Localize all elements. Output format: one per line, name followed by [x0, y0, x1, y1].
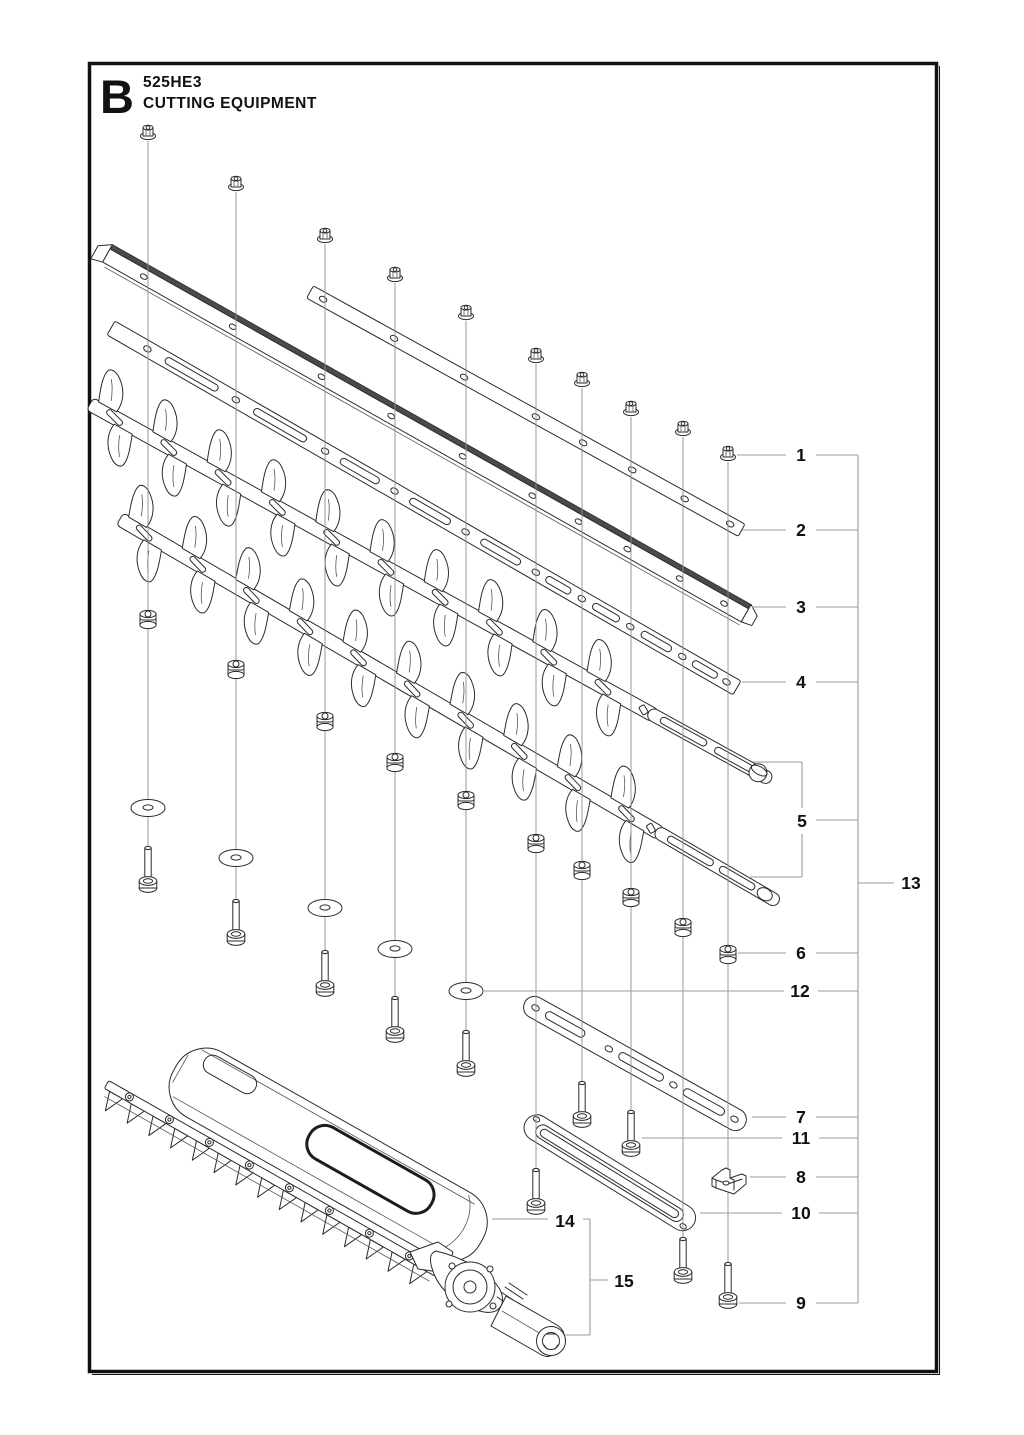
- part-wear-plate: [519, 1110, 700, 1236]
- callout-label-1: 1: [796, 445, 806, 465]
- callout-label-13: 13: [901, 873, 921, 893]
- part-gearbox: [410, 1242, 566, 1356]
- callout-label-4: 4: [796, 672, 806, 692]
- callout-label-10: 10: [791, 1203, 811, 1223]
- callout-label-9: 9: [796, 1293, 806, 1313]
- part-slotted-bar: [107, 321, 741, 695]
- callout-label-5: 5: [797, 811, 807, 831]
- part-blade-lower: [99, 484, 799, 938]
- part-washers: [131, 800, 483, 1000]
- section-letter: B: [100, 70, 134, 123]
- callout-label-12: 12: [790, 981, 810, 1001]
- part-support-plate: [520, 992, 751, 1134]
- part-spacer-nuts: [140, 610, 736, 963]
- callout-label-14: 14: [555, 1211, 575, 1231]
- callout-label-2: 2: [796, 520, 806, 540]
- callout-label-6: 6: [796, 943, 806, 963]
- callout-label-8: 8: [796, 1167, 806, 1187]
- part-clip: [712, 1168, 746, 1194]
- callout-label-11: 11: [791, 1128, 811, 1148]
- callout-label-3: 3: [796, 597, 806, 617]
- part-transport-guard: [157, 1036, 500, 1274]
- callout-label-7: 7: [796, 1107, 806, 1127]
- callout-label-15: 15: [614, 1271, 634, 1291]
- model-number: 525HE3: [143, 74, 203, 91]
- page-title: CUTTING EQUIPMENT: [143, 95, 317, 112]
- part-flange-nuts: [141, 125, 736, 460]
